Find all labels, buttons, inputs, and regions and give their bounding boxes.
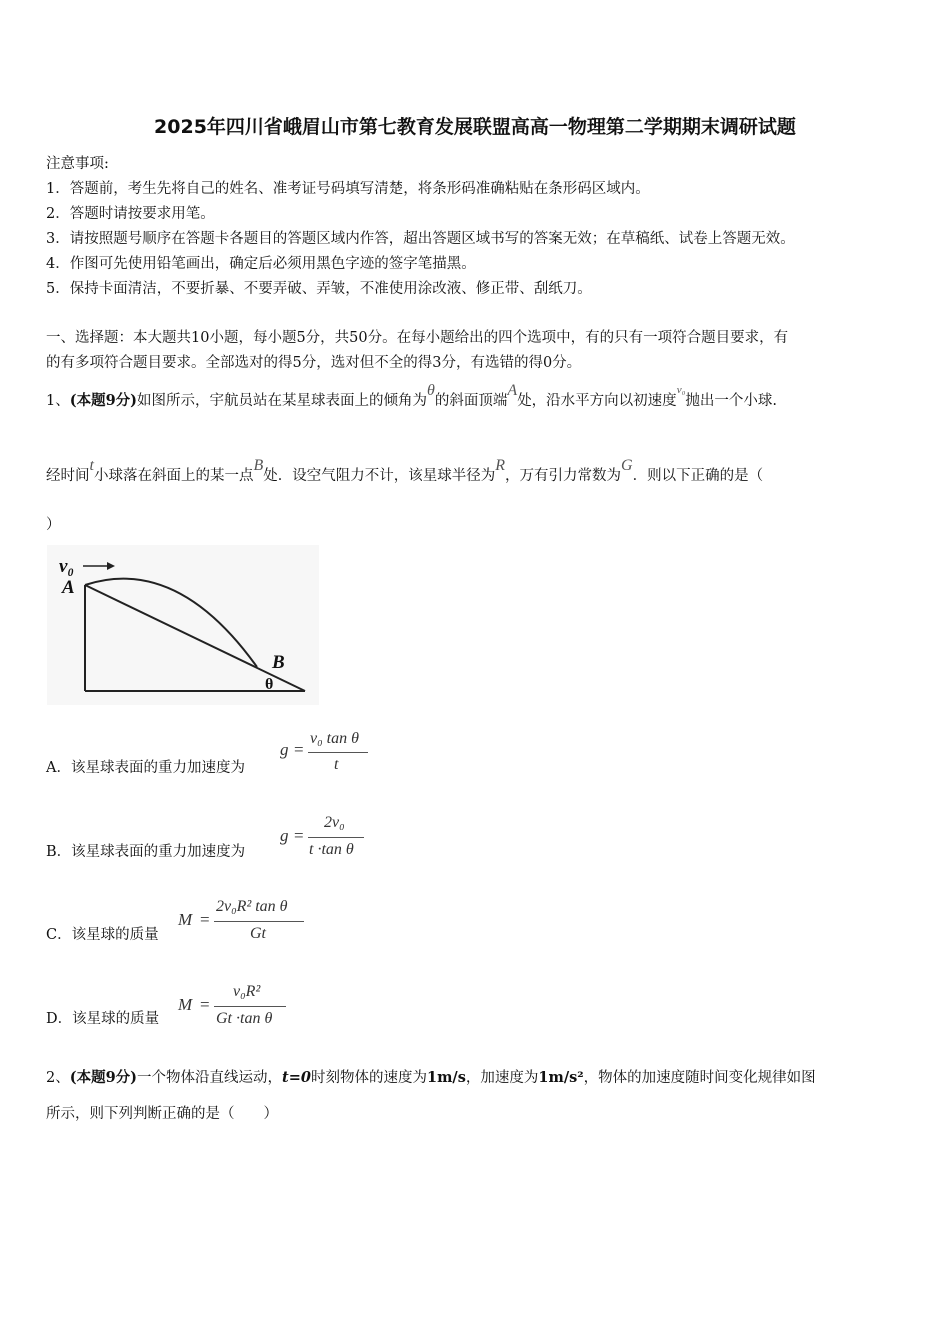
notice-item: 5．保持卡面清洁，不要折暴、不要弄破、弄皱，不准使用涂改液、修正带、刮纸刀。	[46, 281, 592, 297]
formula-a: g = v₀ tan θ t	[280, 730, 390, 778]
label-B: B	[272, 652, 285, 673]
question-2-line-1	[46, 1066, 816, 1087]
label-v0: v₀	[59, 556, 75, 577]
option-d[interactable]: D．该星球的质量	[46, 1011, 160, 1027]
label-A: A	[62, 577, 75, 598]
question-tag: (本题9分)	[69, 392, 138, 409]
page-title: 2025年四川省峨眉山市第七教育发展联盟高高一物理第二学期期末调研试题	[154, 116, 796, 138]
acceleration: 1m/s²	[538, 1069, 584, 1086]
formula-lhs: M	[178, 910, 193, 929]
question-text: 处，沿水平方向以初速度	[517, 393, 677, 409]
question-text: 如图所示，宇航员站在某星球表面上的倾角为	[137, 393, 428, 409]
notice-item: 1．答题前，考生先将自己的姓名、准考证号码填写清楚，将条形码准确粘贴在条形码区域内。	[46, 181, 650, 197]
question-text: 一个物体沿直线运动，	[137, 1070, 283, 1086]
question-number: 1、	[46, 393, 70, 409]
notice-item: 4．作图可先使用铅笔画出，确定后必须用黑色字迹的签字笔描黑。	[46, 256, 476, 272]
question-2-line-2: 所示，则下列判断正确的是（ ）	[46, 1106, 278, 1122]
section-instructions: 的有多项符合题目要求。全部选对的得5分，选对但不全的得3分，有选错的得0分。	[46, 355, 582, 371]
notice-item: 2．答题时请按要求用笔。	[46, 206, 215, 222]
time-zero: t=0	[282, 1069, 311, 1086]
formula-numerator: 2v₀R² tan θ	[216, 898, 288, 915]
notice-item: 3．请按照题号顺序在答题卡各题目的答题区域内作答，超出答题区域书写的答案无效；在草稿纸、试卷上答题无效。	[46, 231, 795, 247]
option-c[interactable]: C．该星球的质量	[46, 927, 159, 943]
formula-lhs: g	[280, 740, 289, 759]
formula-denominator: t ·tan θ	[309, 841, 354, 858]
question-text: 的斜面顶端	[434, 393, 508, 409]
question-1-line-3: ）	[46, 517, 61, 533]
question-text: ．则以下正确的是（	[632, 468, 764, 484]
question-number: 2、	[46, 1070, 70, 1086]
question-1-line-2	[46, 457, 764, 485]
formula-numerator: v₀ tan θ	[310, 730, 359, 747]
symbol-theta: θ	[427, 382, 435, 399]
incline-figure	[47, 545, 319, 705]
symbol-R: R	[495, 457, 506, 474]
symbol-G: G	[621, 457, 633, 474]
question-text: 经时间	[46, 468, 90, 484]
option-a[interactable]: A．该星球表面的重力加速度为	[46, 760, 245, 776]
notice-heading: 注意事项:	[46, 156, 109, 172]
symbol-B: B	[253, 457, 264, 474]
formula-numerator: 2v₀	[324, 814, 345, 831]
formula-c: M = 2v₀R² tan θ Gt	[178, 897, 318, 947]
formula-d: M = v₀R² Gt ·tan θ	[178, 982, 318, 1032]
question-text: ，万有引力常数为	[505, 468, 622, 484]
question-text: 处．设空气阻力不计，该星球半径为	[263, 468, 496, 484]
formula-denominator: Gt ·tan θ	[216, 1010, 273, 1027]
section-instructions: 一、选择题：本大题共10小题，每小题5分，共50分。在每小题给出的四个选项中，有的只有一项符合题目要求，有	[46, 330, 789, 346]
formula-lhs: g	[280, 826, 289, 845]
question-text: ，加速度为	[465, 1070, 539, 1086]
formula-b: g = 2v₀ t ·tan θ	[280, 813, 390, 863]
initial-velocity: 1m/s	[426, 1069, 466, 1086]
symbol-A: A	[507, 382, 518, 399]
option-b[interactable]: B．该星球表面的重力加速度为	[46, 844, 246, 860]
label-theta: θ	[265, 676, 274, 693]
formula-lhs: M	[178, 995, 193, 1014]
formula-numerator: v₀R²	[233, 983, 261, 1000]
symbol-t: t	[89, 457, 94, 474]
question-1-line-1	[46, 382, 778, 410]
question-text: 小球落在斜面上的某一点	[93, 468, 254, 484]
formula-denominator: Gt	[250, 925, 266, 942]
question-text: ，物体的加速度随时间变化规律如图	[583, 1070, 816, 1086]
symbol-v0: v₀	[676, 384, 686, 396]
question-text: 时刻物体的速度为	[310, 1070, 427, 1086]
question-text: 抛出一个小球.	[685, 393, 778, 409]
question-tag: (本题9分)	[69, 1069, 138, 1086]
formula-denominator: t	[334, 756, 339, 773]
